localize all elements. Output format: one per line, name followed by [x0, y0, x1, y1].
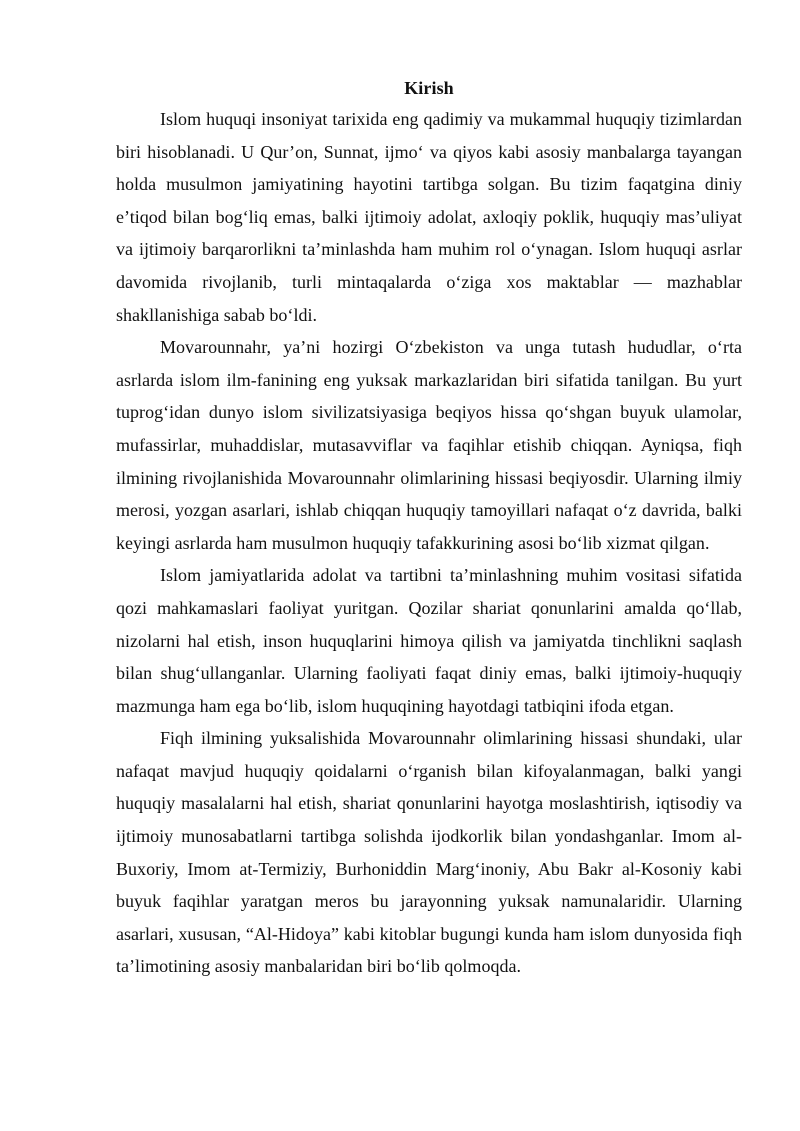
document-title: Kirish [404, 78, 454, 98]
paragraph-movarounnahr-scholars: Movarounnahr, ya’ni hozirgi O‘zbekiston va unga tutash hududlar, o‘rta asrlarda islom ilm-fanining eng yuksak markazlaridan biri sifatida tanilgan. Bu yurt tuprog‘idan dunyo islom sivilizatsiyasiga beqiyos hissa qo‘shgan buyuk ulamolar, mufassirlar, muhaddislar, mutasavviflar va faqihlar etishib chiqqan. Ayniqsa, fiqh ilmining rivojlanishida Movarounnahr olimlarining hissasi beqiyosdir. Ularning ilmiy merosi, yozgan asarlari, ishlab chiqqan huquqiy tamoyillari nafaqat o‘z davrida, balki keyingi asrlarda ham musulmon huquqiy tafakkurining asosi bo‘lib xizmat qilgan. [116, 337, 742, 553]
paragraph-qazi-courts: Islom jamiyatlarida adolat va tartibni ta’minlashning muhim vositasi sifatida qozi mahkamaslari faoliyat yuritgan. Qozilar shariat qonunlarini amalda qo‘llab, nizolarni hal etish, inson huquqlarini himoya qilish va jamiyatda tinchlikni saqlash bilan shug‘ullanganlar. Ularning faoliyati faqat diniy emas, balki ijtimoiy-huquqiy mazmunga ham ega bo‘lib, islom huquqining hayotdagi tatbiqini ifoda etgan. [116, 565, 742, 716]
document-page [116, 73, 742, 983]
paragraph-fiqh-development: Fiqh ilmining yuksalishida Movarounnahr olimlarining hissasi shundaki, ular nafaqat mavjud huquqiy qoidalarni o‘rganish bilan kifoyalanmagan, balki yangi huquqiy masalalarni hal etish, shariat qonunlarini hayotga moslashtirish, iqtisodiy va ijtimoiy munosabatlarni tartibga solishda ijodkorlik bilan yondashganlar. Imom al-Buxoriy, Imom at-Termiziy, Burhoniddin Marg‘inoniy, Abu Bakr al-Kosoniy kabi buyuk faqihlar yaratgan meros bu jarayonning yuksak namunalaridir. Ularning asarlari, xususan, “Al-Hidoya” kabi kitoblar bugungi kunda ham islom dunyosida fiqh ta’limotining asosiy manbalaridan biri bo‘lib qolmoqda. [116, 728, 742, 977]
paragraph-islamic-law-intro: Islom huquqi insoniyat tarixida eng qadimiy va mukammal huquqiy tizimlardan biri hisoblanadi. U Qur’on, Sunnat, ijmo‘ va qiyos kabi asosiy manbalarga tayangan holda musulmon jamiyatining hayotini tartibga solgan. Bu tizim faqatgina diniy e’tiqod bilan bog‘liq emas, balki ijtimoiy adolat, axloqiy poklik, huquqiy mas’uliyat va ijtimoiy barqarorlikni ta’minlashda ham muhim rol o‘ynagan. Islom huquqi asrlar davomida rivojlanib, turli mintaqalarda o‘ziga xos maktablar — mazhablar shakllanishiga sabab bo‘ldi. [116, 109, 742, 325]
